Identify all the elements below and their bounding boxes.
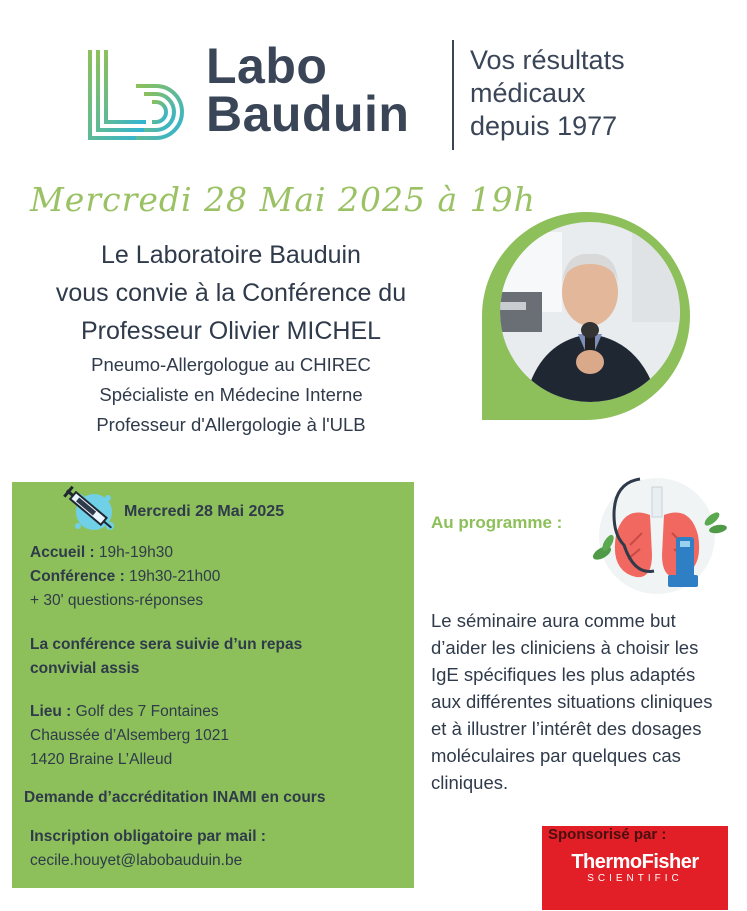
meal-line-1: La conférence sera suivie d’un repas xyxy=(30,636,303,653)
invite-line-1: Le Laboratoire Bauduin xyxy=(101,241,361,269)
conference-label: Conférence : xyxy=(30,568,125,585)
speaker-role-3: Professeur d'Allergologie à l'ULB xyxy=(96,414,366,435)
header-divider xyxy=(452,40,454,150)
meal-line-2: convivial assis xyxy=(30,660,140,677)
programme-line-2: d’aider les cliniciens à choisir les xyxy=(431,637,699,658)
venue xyxy=(30,700,229,772)
logo-line-2: Bauduin xyxy=(206,86,410,142)
programme-line-1: Le séminaire aura comme but xyxy=(431,610,676,631)
syringe-vaccine-icon xyxy=(60,482,122,538)
schedule-conference xyxy=(30,565,220,589)
conference-value: 19h30-21h00 xyxy=(124,568,221,585)
lieu-label: Lieu : xyxy=(30,703,72,720)
tagline xyxy=(470,44,625,143)
meal-note xyxy=(30,633,302,681)
accueil-label: Accueil : xyxy=(30,544,95,561)
registration-email-link[interactable]: cecile.houyet@labobauduin.be xyxy=(30,852,243,869)
speaker-role-1: Pneumo-Allergologue au CHIREC xyxy=(91,354,371,375)
event-date-script: Mercredi 28 Mai 2025 à 19h xyxy=(30,180,536,219)
box-event-date: Mercredi 28 Mai 2025 xyxy=(124,503,285,520)
lungs-inhaler-icon xyxy=(584,475,730,597)
address-line-2: 1420 Braine L’Alleud xyxy=(30,751,173,768)
schedule-accueil xyxy=(30,541,173,565)
registration-label: Inscription obligatoire par mail : xyxy=(30,828,266,845)
programme-line-5: et à illustrer l’intérêt des dosages xyxy=(431,718,702,739)
programme-title: Au programme : xyxy=(431,513,563,532)
labo-bauduin-logo-mark xyxy=(86,46,196,142)
accreditation-text: Demande d’accréditation INAMI en cours xyxy=(24,789,326,806)
thermofisher-logo: ThermoFisher xyxy=(571,851,699,873)
programme-description xyxy=(431,607,743,796)
registration xyxy=(30,825,266,873)
logo-line-1: Labo xyxy=(206,38,328,94)
thermofisher-logo-sub: SCIENTIFIC xyxy=(587,873,683,884)
speaker-role-2: Spécialiste en Médecine Interne xyxy=(99,384,363,405)
logo-wordmark xyxy=(206,38,410,142)
address-line-1: Chaussée d’Alsemberg 1021 xyxy=(30,727,230,744)
speaker-name: Professeur Olivier MICHEL xyxy=(80,317,382,345)
invite-line-2: vous convie à la Conférence du xyxy=(55,279,407,307)
programme-line-3: IgE spécifiques les plus adaptés xyxy=(431,664,696,685)
tagline-line-3: depuis 1977 xyxy=(470,111,618,141)
accreditation-note xyxy=(24,786,325,810)
speaker-photo xyxy=(482,212,690,420)
programme-line-6: moléculaires par quelques cas xyxy=(431,745,681,766)
lieu-value: Golf des 7 Fontaines xyxy=(71,703,219,720)
invitation-block xyxy=(0,236,462,440)
tagline-line-2: médicaux xyxy=(470,78,586,108)
accueil-value: 19h-19h30 xyxy=(94,544,174,561)
tagline-line-1: Vos résultats xyxy=(470,45,625,75)
programme-line-7: cliniques. xyxy=(431,772,509,793)
schedule-qa: + 30' questions-réponses xyxy=(30,592,204,609)
programme-line-4: aux différentes situations cliniques xyxy=(431,691,713,712)
sponsor-label: Sponsorisé par : xyxy=(548,826,667,843)
